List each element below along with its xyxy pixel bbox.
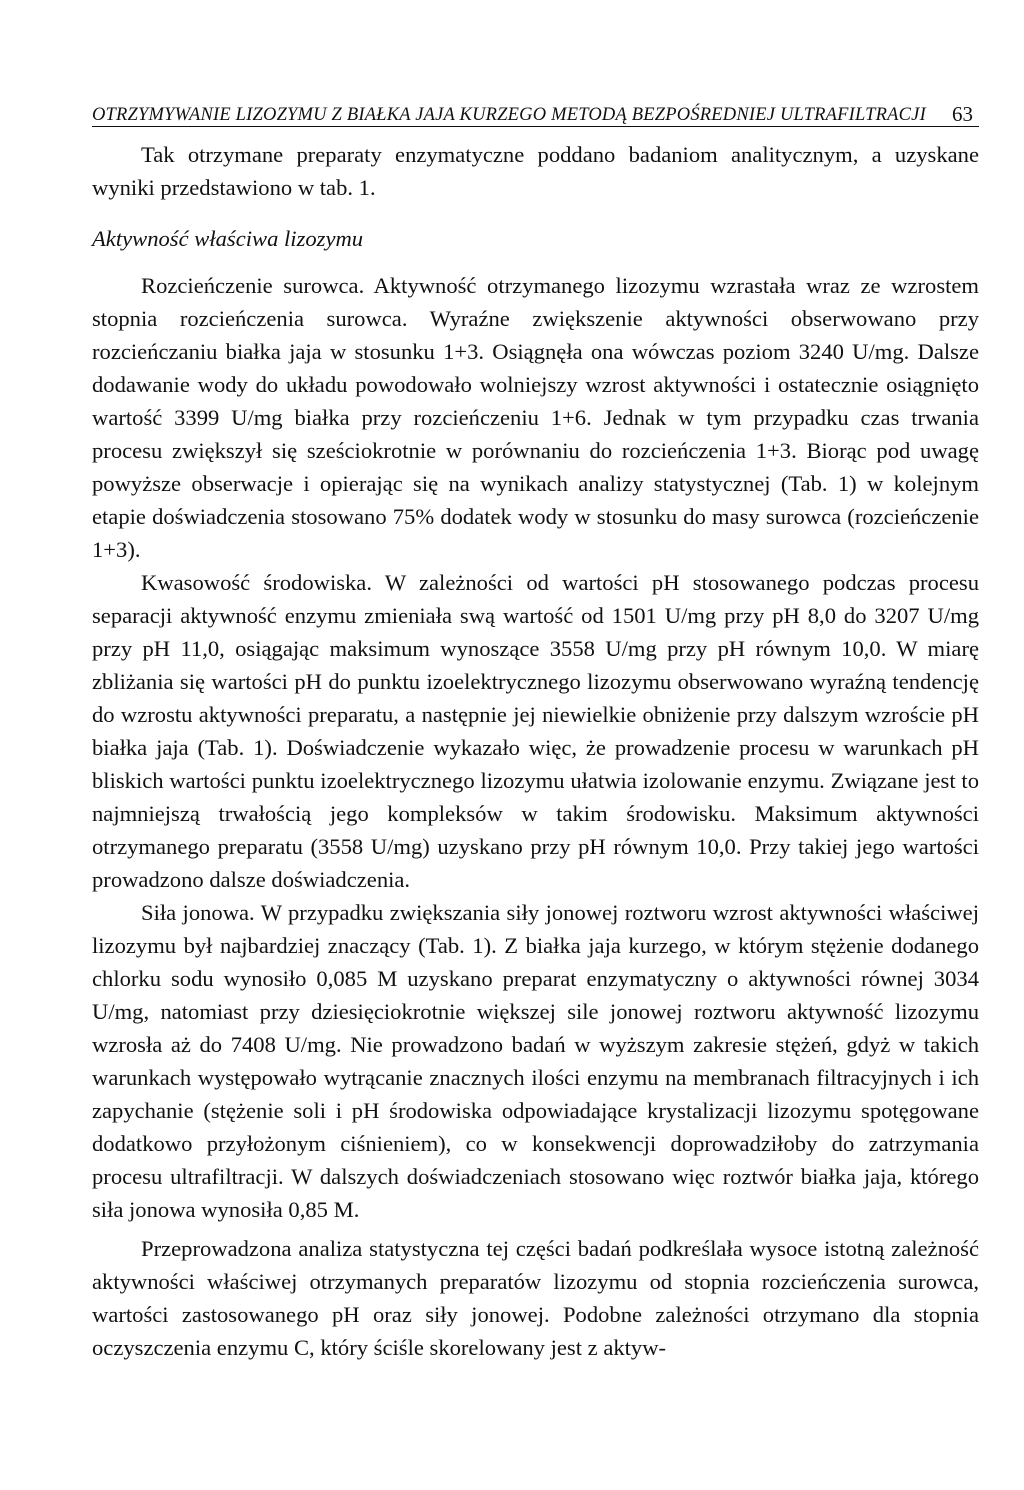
acidity-text: W zależności od wartości pH stosowanego podczas procesu separacji aktywność enzymu zmieniała swą wartość od 1501 U/mg przy pH 8,0 do 3207 U/mg przy pH 11,0, osiągając maksimum wynoszące 3558 U/mg przy pH równym 10,0. W miarę zbliżania się wartości pH do punktu izoelektrycznego lizozymu obserwowano wyraźną tendencję do wzrostu aktywności preparatu, a następnie jej niewielkie obniżenie przy dalszym wzroście pH białka jaja (Tab. 1). Doświadczenie wykazało więc, że prowadzenie procesu w warunkach pH bliskich wartości punktu izoelektrycznego lizozymu ułatwia izolowanie enzymu. Związane jest to najmniejszą trwałością jego kompleksów w takim środowisku. Maksimum aktywności otrzymanego preparatu (3558 U/mg) uzyskano przy pH równym 10,0. Przy takiej jego wartości prowadzono dalsze doświadczenia.: [92, 570, 979, 892]
acidity-paragraph: [92, 566, 979, 896]
dilution-text: Aktywność otrzymanego lizozymu wzrastała wraz ze wzrostem stopnia rozcieńczenia surowca. Wyraźne zwiększenie aktywności obserwowano przy rozcieńczaniu białka jaja w stosunku 1+3. Osiągnęła ona wówczas poziom 3240 U/mg. Dalsze dodawanie wody do układu powodowało wolniejszy wzrost aktywności i ostatecznie osiągnięto wartość 3399 U/mg białka przy rozcieńczeniu 1+6. Jednak w tym przypadku czas trwania procesu zwiększył się sześciokrotnie w porównaniu do rozcieńczenia 1+3. Biorąc pod uwagę powyższe obserwacje i opierając się na wynikach analizy statystycznej (Tab. 1) w kolejnym etapie doświadczenia stosowano 75% dodatek wody w stosunku do masy surowca (rozcieńczenie 1+3).: [92, 273, 979, 562]
running-title: OTRZYMYWANIE LIZOZYMU Z BIAŁKA JAJA KURZEGO METODĄ BEZPOŚREDNIEJ ULTRAFILTRACJI: [92, 105, 926, 125]
page: [92, 92, 979, 1364]
intro-paragraph: Tak otrzymane preparaty enzymatyczne poddano badaniom analitycznym, a uzyskane wyniki przedstawiono w tab. 1.: [92, 142, 979, 200]
ionic-strength-paragraph: [92, 896, 979, 1226]
article-body: [92, 138, 979, 1364]
dilution-paragraph: [92, 269, 979, 566]
running-header: [92, 92, 979, 127]
acidity-label: Kwasowość środowiska.: [141, 570, 372, 595]
ionic-strength-text: W przypadku zwiększania siły jonowej roztworu wzrost aktywności właściwej lizozymu był najbardziej znaczący (Tab. 1). Z białka jaja kurzego, w którym stężenie dodanego chlorku sodu wynosiło 0,085 M uzyskano preparat enzymatyczny o aktywności równej 3034 U/mg, natomiast przy dziesięciokrotnie większej sile jonowej roztworu aktywność lizozymu wzrosła aż do 7408 U/mg. Nie prowadzono badań w wyższym zakresie stężeń, gdyż w takich warunkach występowało wytrącanie znacznych ilości enzymu na membranach filtracyjnych i ich zapychanie (stężenie soli i pH środowiska odpowiadające krystalizacji lizozymu spotęgowane dodatkowo przyłożonym ciśnieniem), co w konsekwencji doprowadziłoby do zatrzymania procesu ultrafiltracji. W dalszych doświadczeniach stosowano więc roztwór białka jaja, którego siła jonowa wynosiła 0,85 M.: [92, 900, 979, 1222]
summary-paragraph: Przeprowadzona analiza statystyczna tej części badań podkreślała wysoce istotną zależność aktywności właściwej otrzymanych preparatów lizozymu od stopnia rozcieńczenia surowca, wartości zastosowanego pH oraz siły jonowej. Podobne zależności otrzymano dla stopnia oczyszczenia enzymu C, który ściśle skorelowany jest z aktyw-: [92, 1236, 979, 1360]
section-heading: Aktywność właściwa lizozymu: [92, 226, 364, 251]
dilution-label: Rozcieńczenie surowca.: [141, 273, 365, 298]
ionic-strength-label: Siła jonowa.: [141, 900, 255, 925]
page-number: 63: [952, 102, 973, 126]
